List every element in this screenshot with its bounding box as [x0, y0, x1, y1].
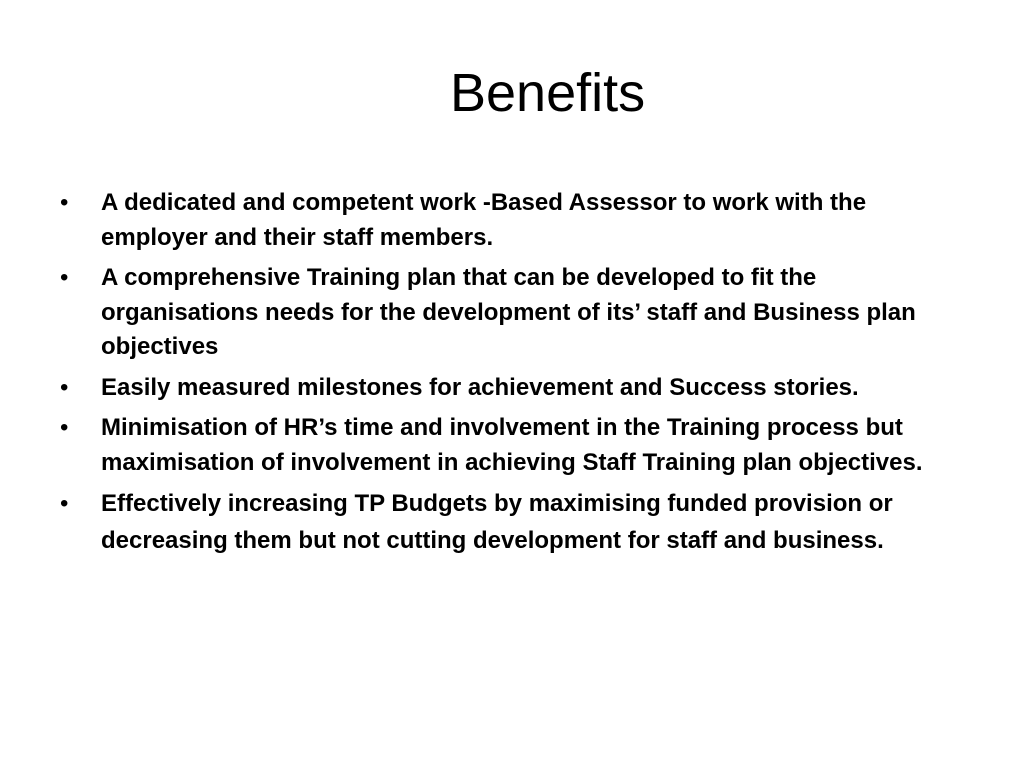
- bullet-text: Minimisation of HR’s time and involvement in the Training process but maximisation of involvement in achieving Staff Training plan objectives.: [101, 414, 923, 476]
- bullet-text: Easily measured milestones for achievement and Success stories.: [101, 373, 859, 401]
- bullet-icon: •: [60, 490, 69, 517]
- slide-title: Benefits: [450, 63, 646, 123]
- bullet-text: A comprehensive Training plan that can be developed to fit the organisations needs for the development of its’ staff and Business plan objectives: [101, 264, 916, 360]
- bullet-list: [60, 186, 970, 565]
- bullet-icon: •: [60, 189, 69, 216]
- list-item: [60, 371, 970, 406]
- bullet-icon: •: [60, 414, 69, 441]
- bullet-text: A dedicated and competent work -Based Assessor to work with the employer and their staff members.: [101, 189, 867, 251]
- list-item: [60, 411, 970, 480]
- bullet-text: Effectively increasing TP Budgets by maximising funded provision or decreasing them but not cutting development for staff and business.: [101, 490, 893, 554]
- list-item: [60, 486, 970, 559]
- list-item: [60, 261, 970, 365]
- bullet-icon: •: [60, 264, 69, 291]
- bullet-icon: •: [60, 373, 69, 401]
- list-item: [60, 186, 970, 255]
